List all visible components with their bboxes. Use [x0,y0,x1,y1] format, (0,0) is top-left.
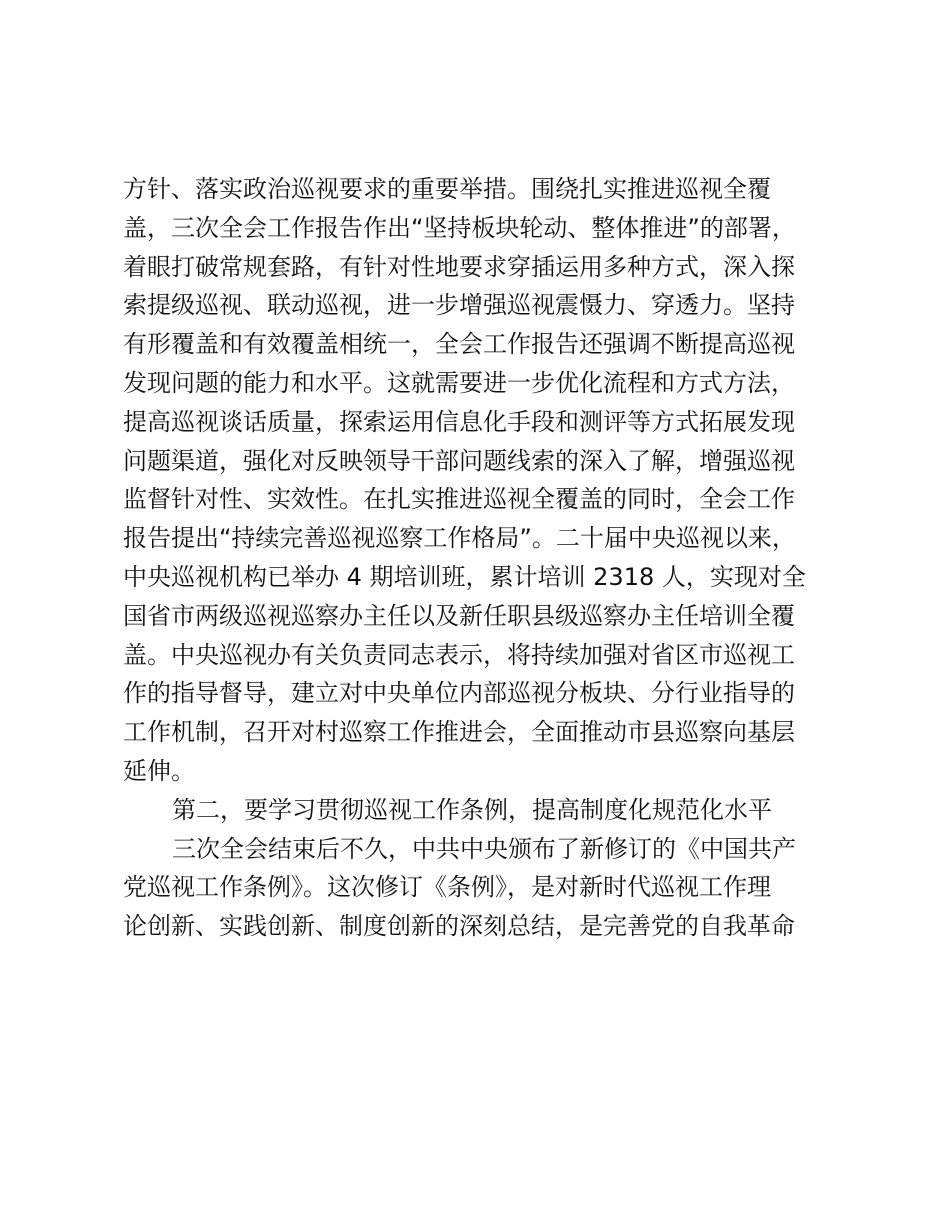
text-line: 方针、落实政治巡视要求的重要举措。围绕扎实推进巡视全覆 [123,175,771,203]
section-heading: 第二，要学习贯彻巡视工作条例，提高制度化规范化水平 [172,795,772,824]
text-line: 作的指导督导，建立对中央单位内部巡视分板块、分行业指导的 [123,679,795,708]
text-line: 盖。中央巡视办有关负责同志表示，将持续加强对省区市巡视工 [123,640,795,669]
text-line: 提高巡视谈话质量，探索运用信息化手段和测评等方式拓展发现 [123,407,795,436]
text-line: 监督针对性、实效性。在扎实推进巡视全覆盖的同时，全会工作 [123,485,795,514]
text-line: 延伸。 [123,756,195,785]
text-line: 工作机制，召开对村巡察工作推进会，全面推动市县巡察向基层 [123,718,795,747]
text-line: 报告提出“持续完善巡视巡察工作格局”。二十届中央巡视以来， [123,524,796,553]
text-line: 中央巡视机构已举办 4 期培训班，累计培训 2318 人，实现对全 [123,562,806,591]
paragraph-first-line: 三次全会结束后不久，中共中央颁布了新修订的《中国共产 [172,834,796,863]
text-line: 有形覆盖和有效覆盖相统一，全会工作报告还强调不断提高巡视 [123,330,795,359]
text-line: 国省市两级巡视巡察办主任以及新任职县级巡察办主任培训全覆 [123,601,795,630]
text-line: 发现问题的能力和水平。这就需要进一步优化流程和方式方法， [123,368,795,397]
text-line: 党巡视工作条例》。这次修订《条例》，是对新时代巡视工作理 [123,873,771,902]
text-line: 论创新、实践创新、制度创新的深刻总结，是完善党的自我革命 [123,912,795,941]
document-body [123,170,827,946]
text-line: 问题渠道，强化对反映领导干部问题线索的深入了解，增强巡视 [123,446,795,475]
text-line: 着眼打破常规套路，有针对性地要求穿插运用多种方式，深入探 [123,252,795,281]
text-line: 索提级巡视、联动巡视，进一步增强巡视震慑力、穿透力。坚持 [123,291,795,320]
text-line: 盖，三次全会工作报告作出“坚持板块轮动、整体推进”的部署， [123,213,796,242]
